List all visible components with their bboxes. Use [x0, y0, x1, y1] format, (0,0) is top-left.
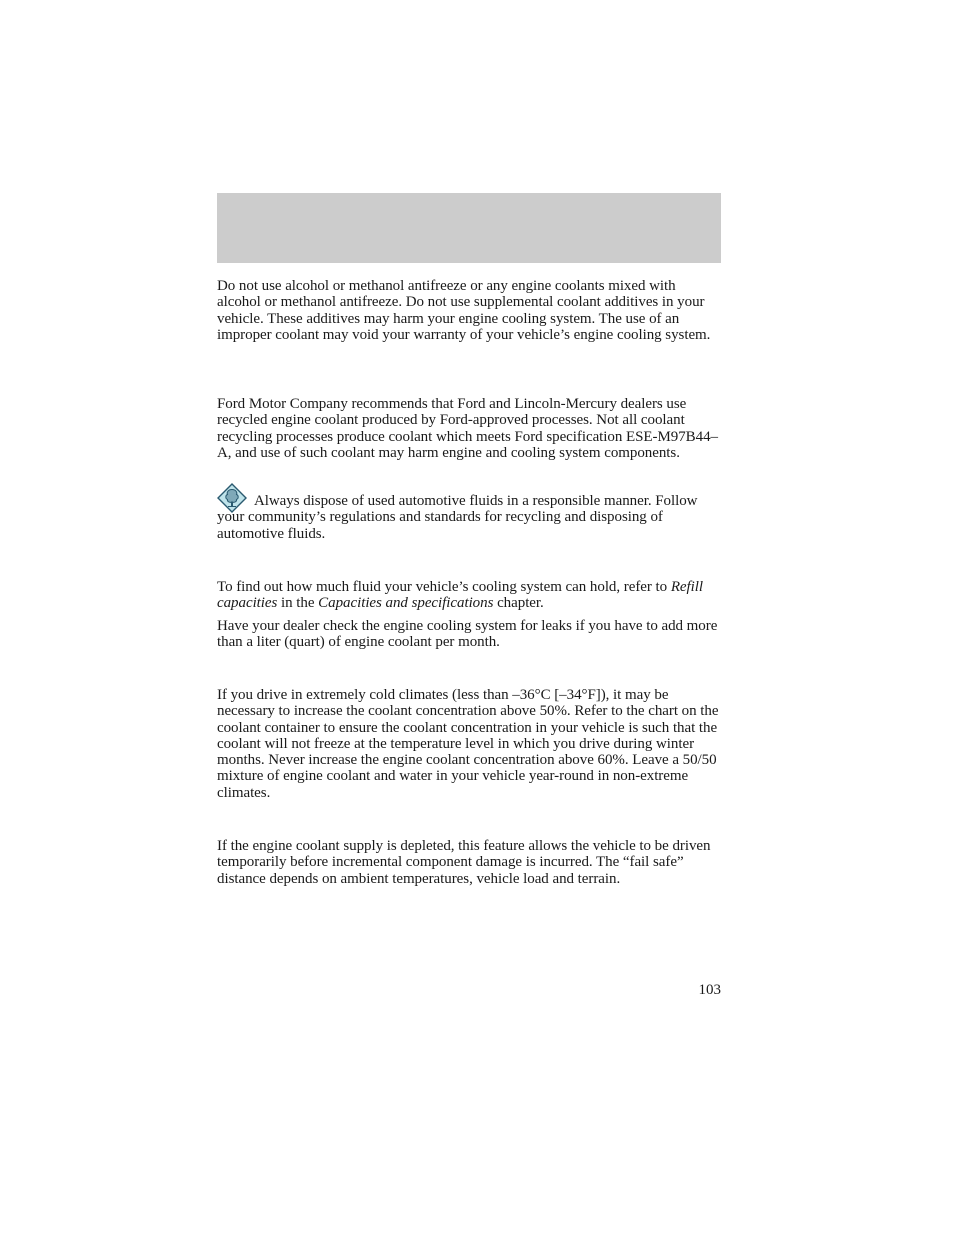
paragraph-cold-climates: If you drive in extremely cold climates (less than –36°C [–34°F]), it may be necessary to increase the coolant concentration above 50%. Refer to the chart on the coolant container to ensure the coolant concentration in your vehicle is such that the coolant will not freeze at the temperature level in which you drive during winter months. Never increase the engine coolant concentration above 60%. Leave a 50/50 mixture of engine coolant and water in your vehicle year-round in non-extreme climates. — [217, 687, 719, 801]
paragraph-dispose-fluids — [217, 493, 723, 542]
paragraph-recycled-coolant: Ford Motor Company recommends that Ford and Lincoln-Mercury dealers use recycled engine coolant produced by Ford-approved processes. Not all coolant recycling processes produce coolant which meets Ford specification ESE-M97B44–A, and use of such coolant may harm engine and cooling system components. — [217, 396, 718, 461]
refill-capacities-reference: Refill capacities — [217, 579, 704, 612]
paragraph-fail-safe: If the engine coolant supply is depleted, this feature allows the vehicle to be driven temporarily before incremental component damage is incurred. The “fail safe” distance depends on ambient temperatures, vehicle load and terrain. — [217, 838, 711, 887]
dispose-fluids-text: Always dispose of used automotive fluids in a responsible manner. Follow your community’s regulations and standards for recycling and disposing of automotive fluids. — [217, 493, 698, 542]
paragraph-antifreeze-warning: Do not use alcohol or methanol antifreeze or any engine coolants mixed with alcohol or methanol antifreeze. Do not use supplemental coolant additives in your vehicle. These additives may harm your engine cooling system. The use of an improper coolant may void your warranty of your vehicle’s engine cooling system. — [217, 278, 711, 343]
section-header-bar — [217, 193, 721, 263]
page-number: 103 — [698, 982, 721, 998]
capacity-text-c: in the — [277, 595, 319, 612]
paragraph-leak-check: Have your dealer check the engine cooling system for leaks if you have to add more than a liter (quart) of engine coolant per month. — [217, 618, 718, 651]
capacities-chapter-reference: Capacities and specifications — [318, 595, 494, 612]
paragraph-fluid-capacity — [217, 579, 723, 612]
capacity-text-a: To find out how much fluid your vehicle’s cooling system can hold, refer to — [217, 579, 671, 595]
capacity-text-e: chapter. — [493, 595, 544, 612]
